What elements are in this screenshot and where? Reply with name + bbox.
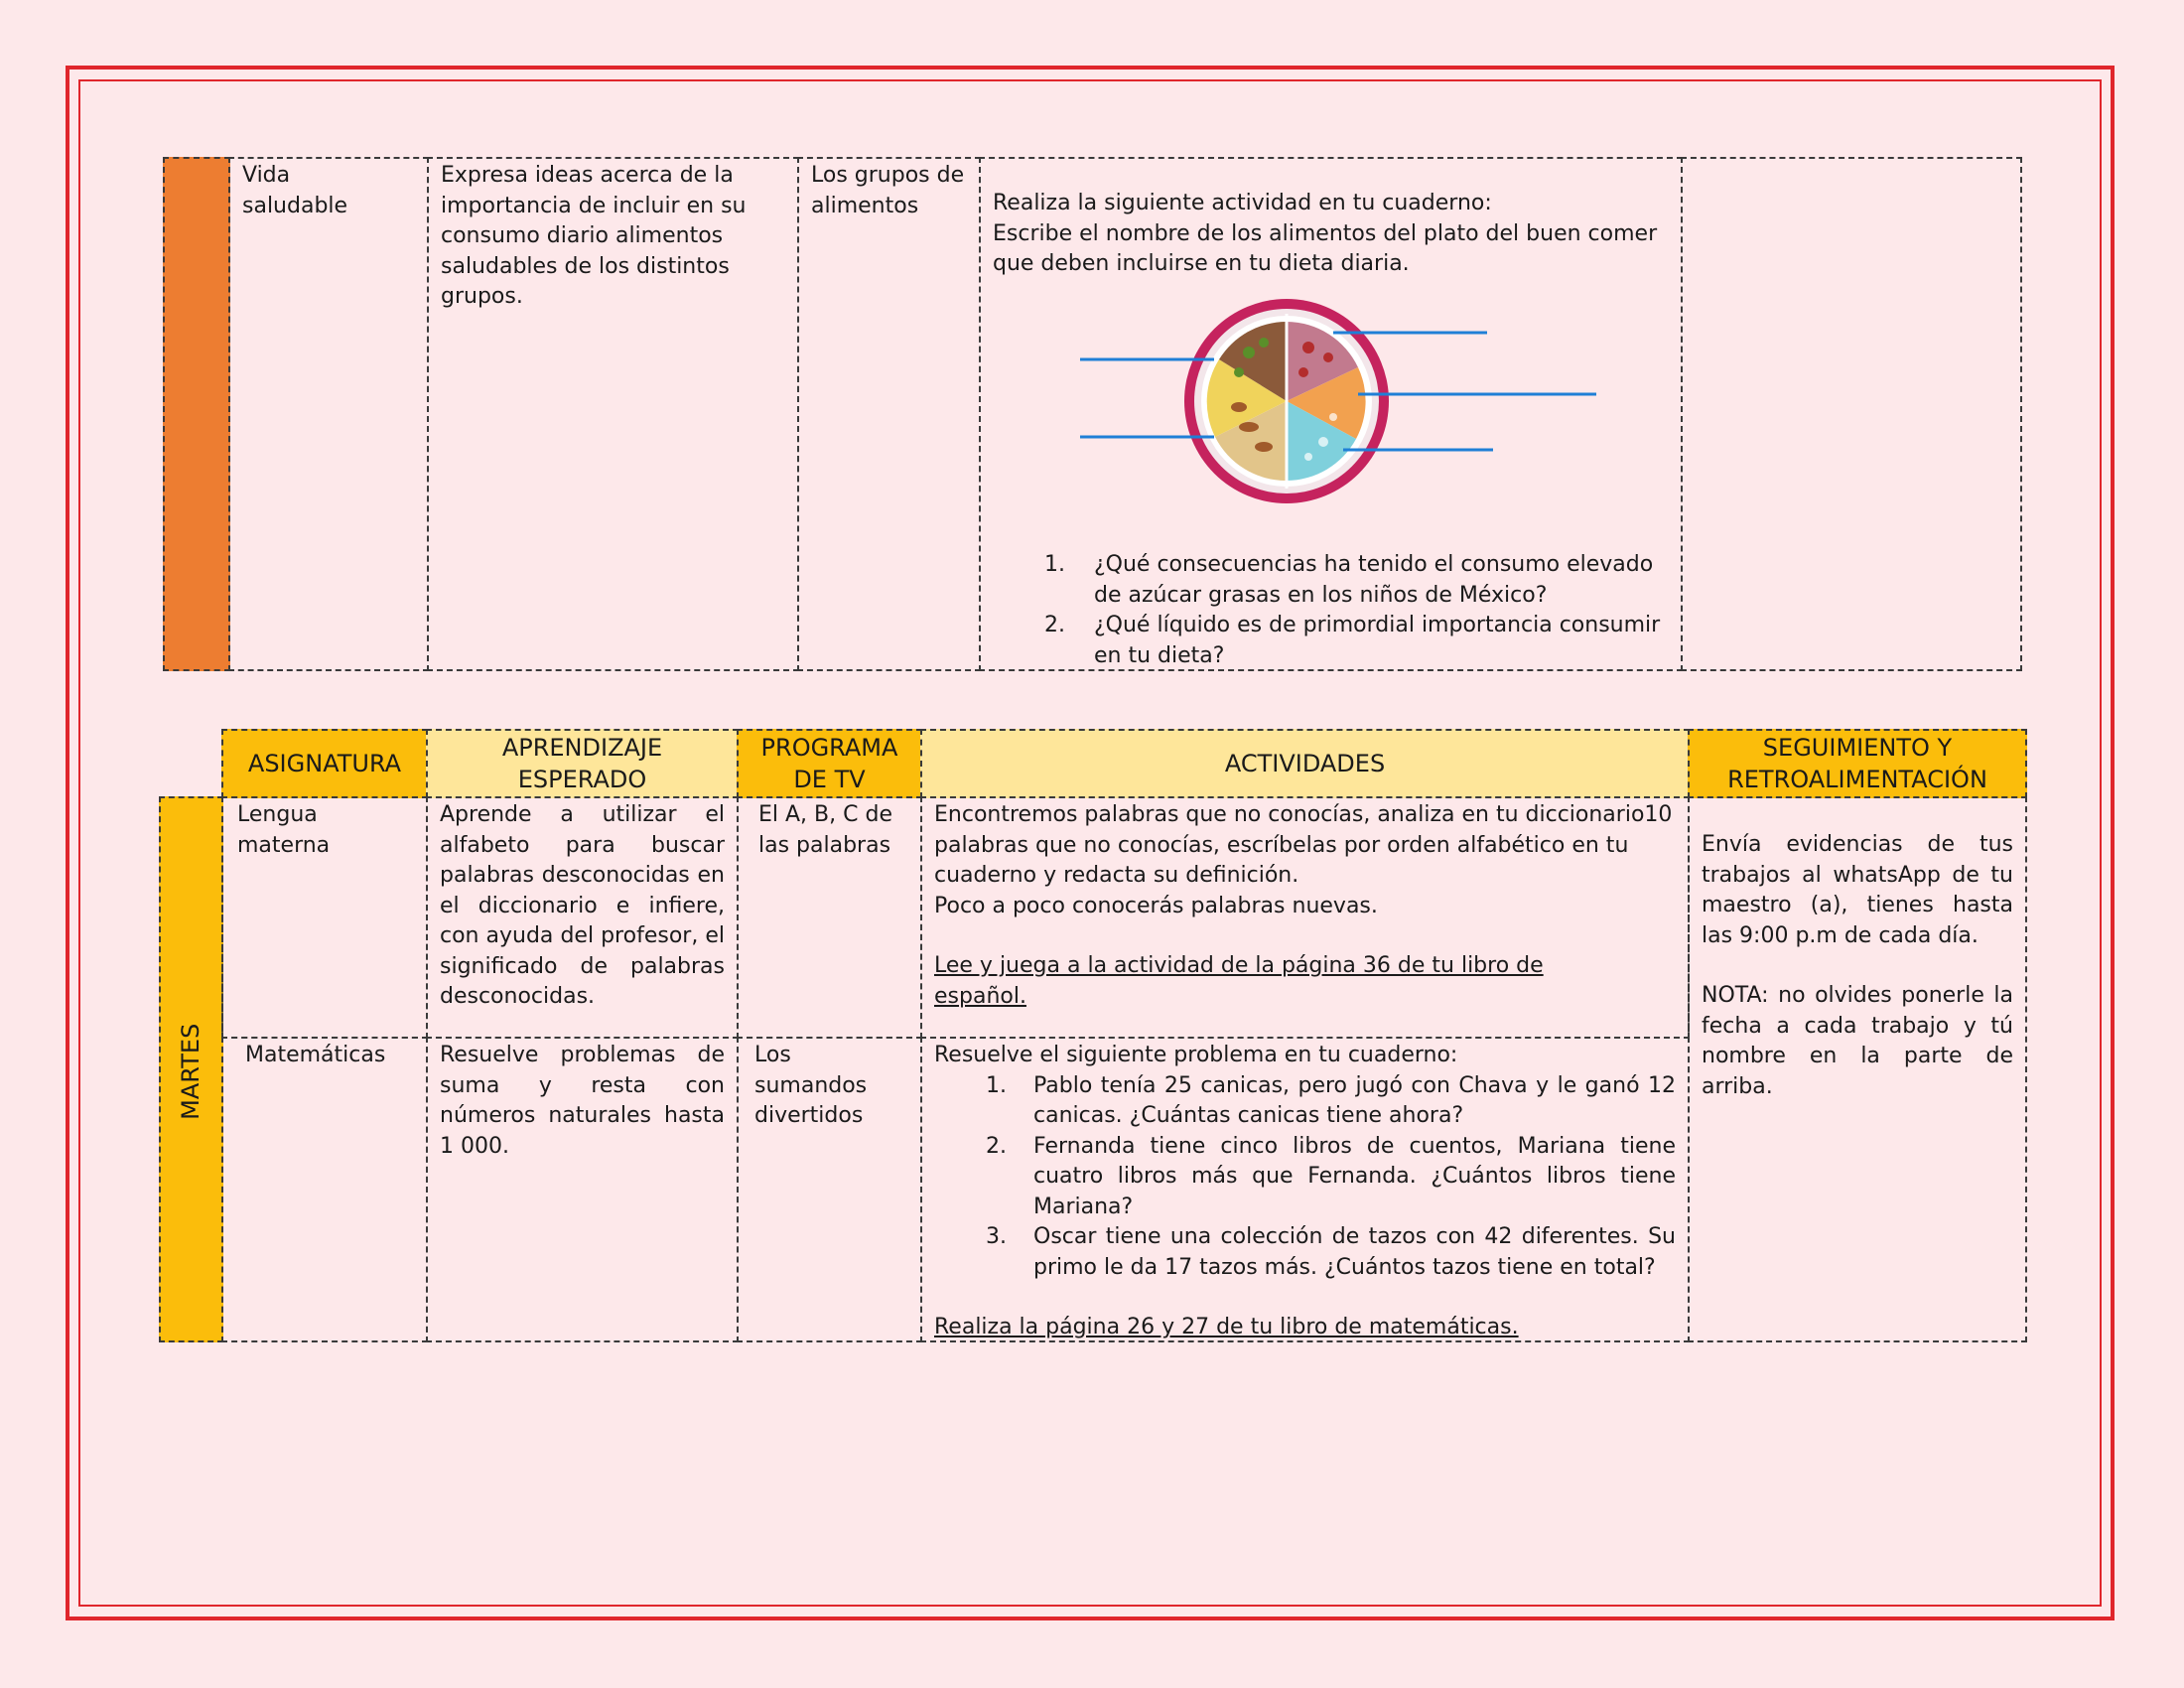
problem-number: 3. <box>986 1224 1007 1249</box>
followup-note: NOTA: no olvides ponerle la fecha a cada trabajo y tú nombre en la parte de arriba. <box>1702 983 2013 1099</box>
problem-text: Oscar tiene una colección de tazos con 42 diferentes. Su primo le da 17 tazos más. ¿Cuántos tazos tiene en total? <box>1033 1224 1676 1280</box>
top-subject: Vida saludable <box>242 163 348 218</box>
list-item <box>1044 611 1672 671</box>
row1-activity-link: Lee y juega a la actividad de la página 36 de tu libro de español. <box>934 953 1544 1009</box>
row2-learning-cell <box>426 1037 739 1342</box>
followup-text: Envía evidencias de tus trabajos al whatsApp de tu maestro (a), tienes hasta las 9:00 p.m de cada día. <box>1702 832 2013 948</box>
followup-cell <box>1688 796 2027 1342</box>
header-activities: ACTIVIDADES <box>920 729 1690 798</box>
row1-subject-cell <box>221 796 428 1039</box>
top-learning: Expresa ideas acerca de la importancia de incluir en su consumo diario alimentos saludables de los distintos grupos. <box>441 163 747 309</box>
question-number: 2. <box>1044 613 1065 637</box>
list-item <box>986 1132 1676 1223</box>
row2-activity-link: Realiza la página 26 y 27 de tu libro de matemáticas. <box>934 1315 1519 1339</box>
row1-program-cell <box>737 796 922 1039</box>
header-program: PROGRAMA DE TV <box>737 729 922 798</box>
top-questions-list <box>1044 550 1672 671</box>
row2-activity-intro: Resuelve el siguiente problema en tu cuaderno: <box>934 1043 1458 1067</box>
row2-program: Los sumandos divertidos <box>754 1043 868 1128</box>
row2-problems-list <box>934 1071 1676 1284</box>
row2-subject-cell <box>221 1037 428 1342</box>
top-activity-instruction: Escribe el nombre de los alimentos del plato del buen comer que deben incluirse en tu dieta diaria. <box>993 220 1658 276</box>
day-color-bar <box>163 157 230 671</box>
header-subject: ASIGNATURA <box>221 729 428 798</box>
row1-learning-cell <box>426 796 739 1039</box>
list-item <box>1044 550 1672 611</box>
question-text: ¿Qué consecuencias ha tenido el consumo elevado de azúcar grasas en los niños de México? <box>1094 552 1654 608</box>
row2-subject: Matemáticas <box>245 1043 386 1067</box>
top-learning-cell <box>427 157 799 671</box>
day-column <box>159 796 223 1342</box>
row1-activity-cell <box>920 796 1690 1039</box>
problem-text: Fernanda tiene cinco libros de cuentos, Mariana tiene cuatro libros más que Fernanda. ¿Cuántos libros tiene Mariana? <box>1033 1133 1676 1219</box>
list-item <box>986 1222 1676 1283</box>
row1-activity-text2: Poco a poco conocerás palabras nuevas. <box>934 893 1378 918</box>
problem-number: 2. <box>986 1133 1007 1159</box>
top-subject-cell <box>228 157 429 671</box>
row2-activity-cell <box>920 1037 1690 1342</box>
top-activity-intro: Realiza la siguiente actividad en tu cuaderno: <box>993 191 1492 215</box>
row1-subject: Lengua materna <box>237 802 331 858</box>
list-item <box>986 1071 1676 1132</box>
top-activity-cell <box>979 157 1683 671</box>
header-followup: SEGUIMIENTO Y RETROALIMENTACIÓN <box>1688 729 2027 798</box>
row2-learning: Resuelve problemas de suma y resta con números naturales hasta 1 000. <box>440 1043 725 1159</box>
top-program-cell <box>797 157 981 671</box>
plato-del-buen-comer-illustration <box>1080 298 1636 526</box>
question-text: ¿Qué líquido es de primordial importancia consumir en tu dieta? <box>1094 613 1661 668</box>
day-label: MARTES <box>176 1023 205 1120</box>
top-program: Los grupos de alimentos <box>811 163 965 218</box>
problem-number: 1. <box>986 1072 1007 1098</box>
row1-learning: Aprende a utilizar el alfabeto para buscar palabras desconocidas en el diccionario e infiere, con ayuda del profesor, el significado de palabras desconocidas. <box>440 802 725 1009</box>
header-learning: APRENDIZAJE ESPERADO <box>426 729 739 798</box>
row2-program-cell <box>737 1037 922 1342</box>
row1-activity-text: Encontremos palabras que no conocías, analiza en tu diccionario10 palabras que no conocías, escríbelas por orden alfabético en tu cuaderno y redacta su definición. <box>934 802 1673 888</box>
top-followup-cell <box>1681 157 2022 671</box>
question-number: 1. <box>1044 552 1065 577</box>
problem-text: Pablo tenía 25 canicas, pero jugó con Chava y le ganó 12 canicas. ¿Cuántas canicas tiene ahora? <box>1033 1072 1676 1128</box>
row1-program: El A, B, C de las palabras <box>758 802 892 858</box>
